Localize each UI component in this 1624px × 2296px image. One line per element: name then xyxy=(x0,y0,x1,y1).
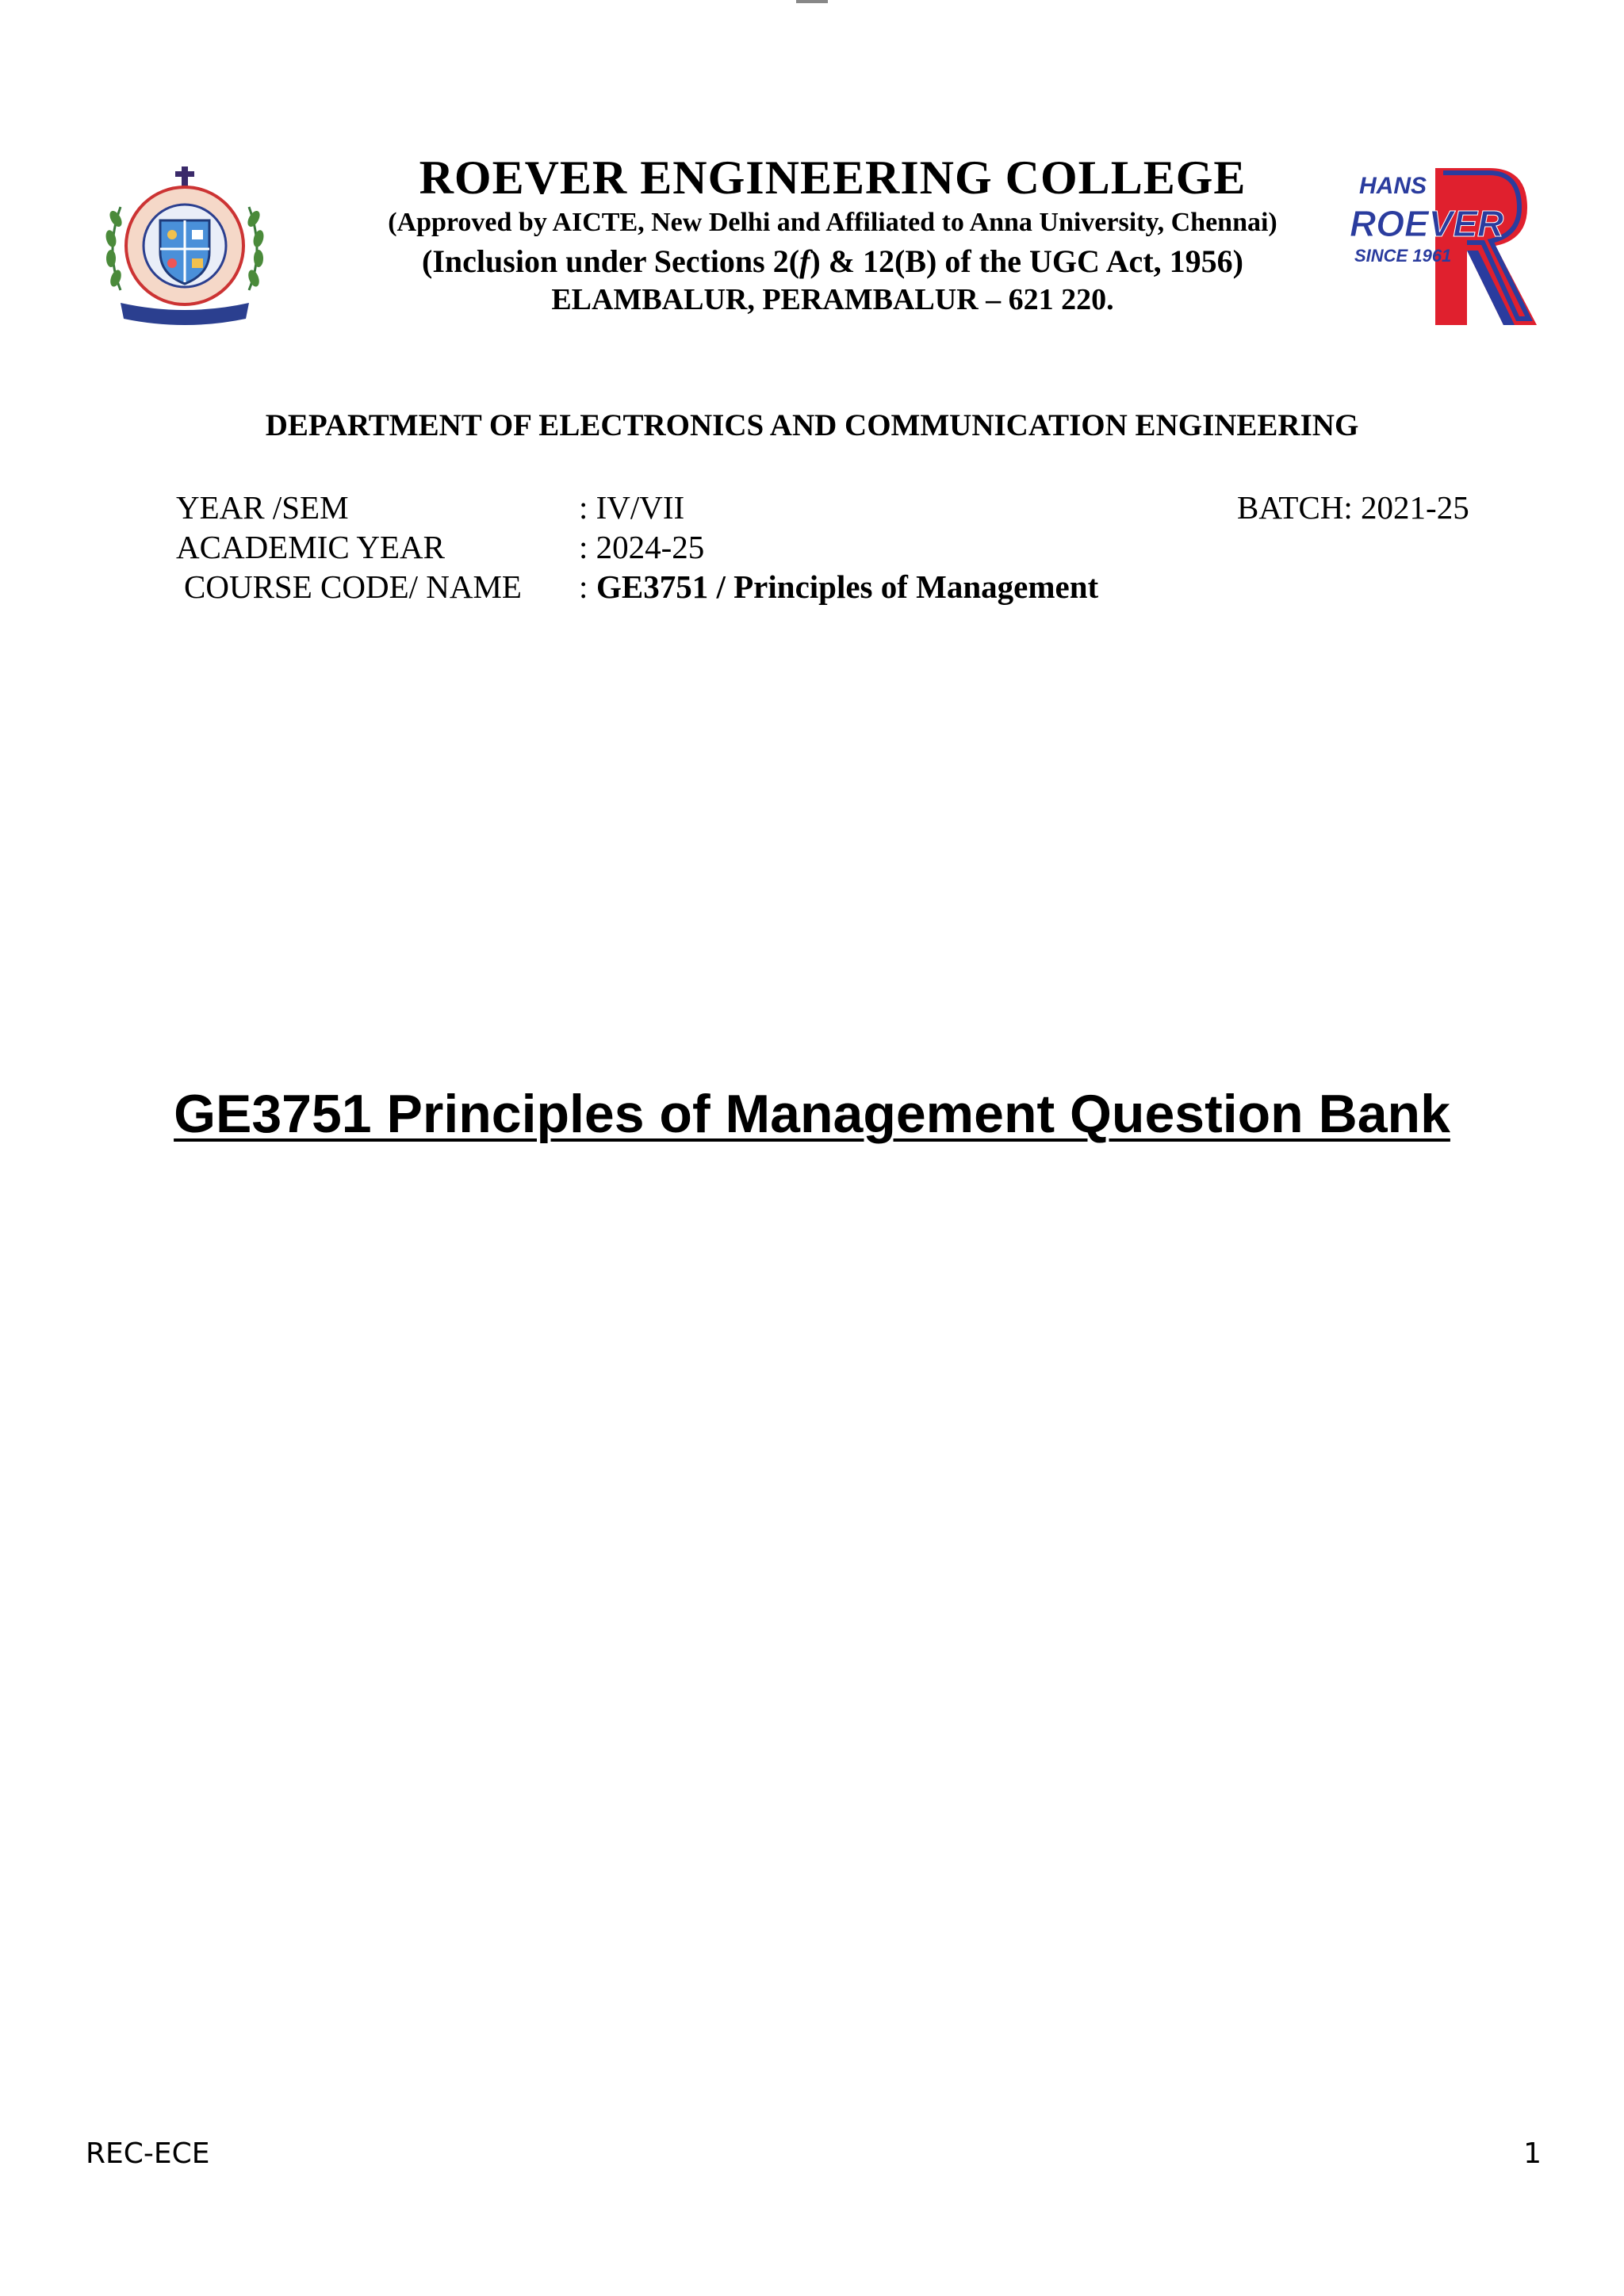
svg-text:HANS: HANS xyxy=(1359,173,1427,199)
svg-text:ROEVER: ROEVER xyxy=(1350,203,1504,244)
approval-statement: (Approved by AICTE, New Delhi and Affiliated to Anna University, Chennai) xyxy=(388,208,1277,237)
inclusion-text-f: f xyxy=(799,243,810,279)
inclusion-text-pre: (Inclusion under Sections 2( xyxy=(422,243,800,279)
course-value: GE3751 / Principles of Management xyxy=(596,568,1099,605)
top-edge-mark xyxy=(796,0,828,3)
college-name: ROEVER ENGINEERING COLLEGE xyxy=(419,151,1247,204)
college-address: ELAMBALUR, PERAMBALUR – 621 220. xyxy=(551,283,1114,316)
department-heading: DEPARTMENT OF ELECTRONICS AND COMMUNICATION ENGINEERING xyxy=(265,408,1359,442)
svg-text:SINCE 1961: SINCE 1961 xyxy=(1354,246,1452,266)
academic-year-label: ACADEMIC YEAR xyxy=(176,529,446,565)
year-sem-value: : IV/VII xyxy=(579,489,685,526)
inclusion-text-post: ) & 12(B) of the UGC Act, 1956) xyxy=(810,243,1243,279)
batch-value: BATCH: 2021-25 xyxy=(1237,489,1469,526)
page-number: 1 xyxy=(1523,2137,1542,2170)
document-title: GE3751 Principles of Management Question Bank xyxy=(174,1084,1450,1144)
course-colon: : xyxy=(579,568,588,605)
course-label: COURSE CODE/ NAME xyxy=(184,568,522,605)
academic-year-value: : 2024-25 xyxy=(579,529,705,565)
ugc-inclusion-statement xyxy=(285,243,1380,280)
college-seal-icon xyxy=(97,163,273,327)
footer-label: REC-ECE xyxy=(86,2137,210,2170)
year-sem-label: YEAR /SEM xyxy=(176,489,349,526)
